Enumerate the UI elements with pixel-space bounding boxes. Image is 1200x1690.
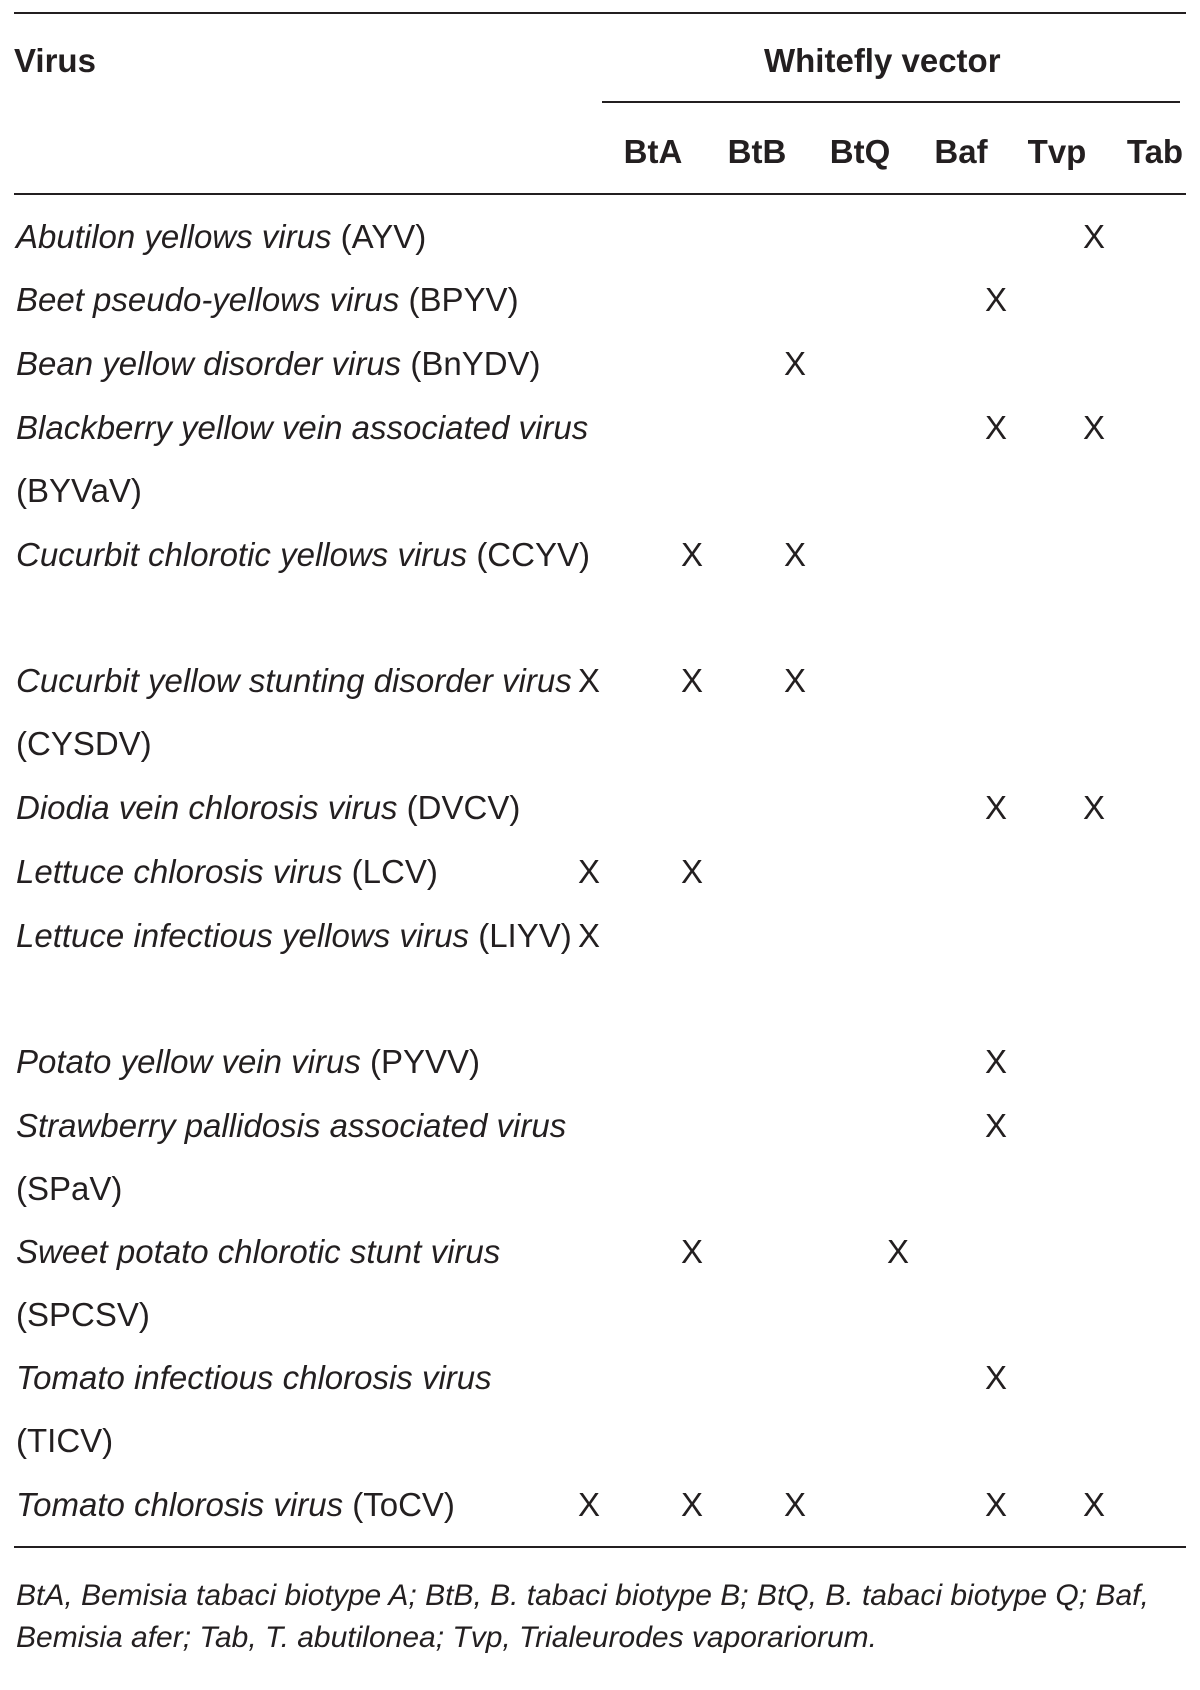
vector-mark-tvp: X xyxy=(984,1359,1007,1396)
virus-abbreviation: (BPYV) xyxy=(408,281,519,318)
virus-name xyxy=(16,1220,596,1346)
vector-mark-tvp: X xyxy=(984,1486,1007,1523)
col-header-tvp: Tvp xyxy=(1027,133,1087,170)
virus-abbreviation: (DVCV) xyxy=(406,789,521,826)
virus-species: Bean yellow disorder virus xyxy=(16,345,402,382)
top-rule xyxy=(14,12,1186,14)
virus-name xyxy=(16,332,596,395)
header-virus: Virus xyxy=(14,42,96,79)
vector-mark-tab: X xyxy=(1082,218,1105,255)
virus-name xyxy=(16,776,596,839)
virus-abbreviation: (SPaV) xyxy=(16,1170,123,1207)
virus-abbreviation: (PYVV) xyxy=(370,1043,481,1080)
virus-name xyxy=(16,904,596,967)
virus-species: Abutilon yellows virus xyxy=(16,218,332,255)
vector-mark-bta: X xyxy=(577,917,600,954)
col-header-bta: BtA xyxy=(623,133,683,170)
virus-name xyxy=(16,1473,596,1536)
virus-species: Cucurbit yellow stunting disorder virus xyxy=(16,662,572,699)
vector-mark-btq: X xyxy=(783,662,806,699)
col-header-tab: Tab xyxy=(1126,133,1184,170)
virus-name xyxy=(16,1030,596,1093)
header-bottom-rule xyxy=(14,193,1186,195)
vector-mark-bta: X xyxy=(577,853,600,890)
vector-mark-tvp: X xyxy=(984,1043,1007,1080)
virus-name xyxy=(16,1346,596,1472)
virus-species: Lettuce infectious yellows virus xyxy=(16,917,470,954)
virus-species: Beet pseudo-yellows virus xyxy=(16,281,400,318)
virus-abbreviation: (LIYV) xyxy=(478,917,572,954)
vector-mark-tab: X xyxy=(1082,789,1105,826)
virus-name xyxy=(16,268,596,331)
virus-abbreviation: (BYVaV) xyxy=(16,472,142,509)
vector-mark-btb: X xyxy=(680,1486,703,1523)
virus-species: Strawberry pallidosis associated virus xyxy=(16,1107,567,1144)
virus-abbreviation: (SPCSV) xyxy=(16,1296,150,1333)
group-rule xyxy=(602,101,1180,103)
virus-name xyxy=(16,523,596,586)
virus-species: Diodia vein chlorosis virus xyxy=(16,789,398,826)
virus-species: Tomato chlorosis virus xyxy=(16,1486,344,1523)
virus-abbreviation: (AYV) xyxy=(340,218,427,255)
vector-mark-baf: X xyxy=(886,1233,909,1270)
table-footnote: BtA, Bemisia tabaci biotype A; BtB, B. tabaci biotype B; BtQ, B. tabaci biotype Q; Baf, Bemisia afer; Tab, T. abutilonea; Tvp, Trialeurodes vaporariorum. xyxy=(16,1579,1149,1654)
vector-mark-bta: X xyxy=(577,662,600,699)
virus-name xyxy=(16,1094,596,1220)
vector-mark-btb: X xyxy=(680,853,703,890)
virus-species: Cucurbit chlorotic yellows virus xyxy=(16,536,468,573)
virus-species: Blackberry yellow vein associated virus xyxy=(16,409,589,446)
col-header-baf: Baf xyxy=(934,133,988,170)
vector-mark-btb: X xyxy=(680,536,703,573)
virus-name xyxy=(16,205,596,268)
vector-mark-btq: X xyxy=(783,1486,806,1523)
virus-species: Potato yellow vein virus xyxy=(16,1043,361,1080)
virus-species: Lettuce chlorosis virus xyxy=(16,853,343,890)
vector-mark-btq: X xyxy=(783,536,806,573)
vector-mark-tvp: X xyxy=(984,1107,1007,1144)
virus-species: Sweet potato chlorotic stunt virus xyxy=(16,1233,501,1270)
vector-mark-bta: X xyxy=(577,1486,600,1523)
col-header-btq: BtQ xyxy=(829,133,891,170)
virus-name xyxy=(16,840,596,903)
vector-mark-tvp: X xyxy=(984,409,1007,446)
vector-mark-tvp: X xyxy=(984,789,1007,826)
virus-species: Tomato infectious chlorosis virus xyxy=(16,1359,492,1396)
header-whitefly-vector: Whitefly vector xyxy=(764,42,1001,79)
virus-abbreviation: (ToCV) xyxy=(352,1486,455,1523)
vector-mark-btq: X xyxy=(783,345,806,382)
vector-mark-tvp: X xyxy=(984,281,1007,318)
vector-mark-btb: X xyxy=(680,662,703,699)
vector-mark-btb: X xyxy=(680,1233,703,1270)
virus-abbreviation: (LCV) xyxy=(351,853,438,890)
virus-name xyxy=(16,396,596,522)
virus-name xyxy=(16,649,596,775)
col-header-btb: BtB xyxy=(727,133,787,170)
virus-abbreviation: (CCYV) xyxy=(476,536,590,573)
bottom-rule xyxy=(14,1546,1186,1548)
vector-mark-tab: X xyxy=(1082,1486,1105,1523)
vector-mark-tab: X xyxy=(1082,409,1105,446)
virus-abbreviation: (BnYDV) xyxy=(410,345,541,382)
virus-abbreviation: (TICV) xyxy=(16,1422,114,1459)
virus-abbreviation: (CYSDV) xyxy=(16,725,152,762)
